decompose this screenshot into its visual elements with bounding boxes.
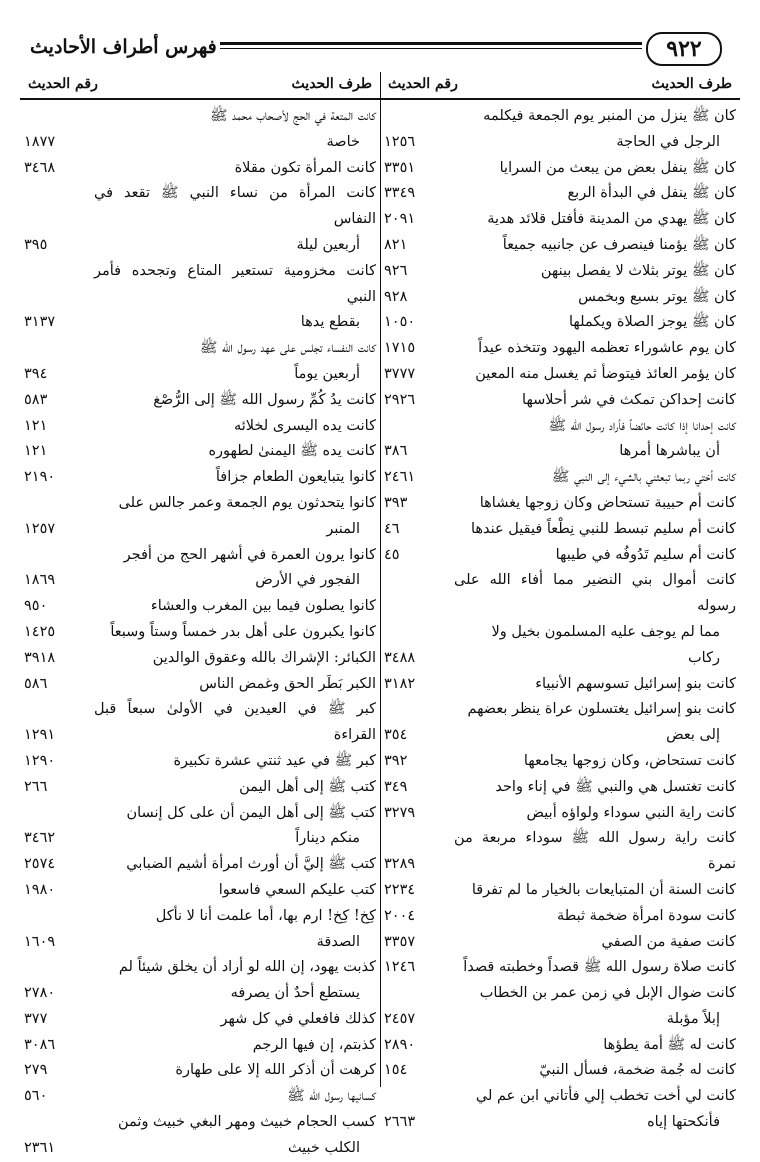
number-header: رقم الحديث [28,76,98,92]
hadith-number: ٣٣٤٩ [384,185,416,202]
hadith-number: ١٢٥٧ [24,520,56,537]
hadith-phrase: كانت له جُمة ضخمة، فسأل النبيّ [539,1062,736,1079]
index-entry [384,181,736,207]
index-entry [384,1084,736,1136]
index-entry [384,491,736,517]
hadith-phrase: كانوا يصلون فيما بين المغرب والعشاء [150,598,376,615]
index-entry [24,620,376,646]
hadith-phrase-continuation: الكلب خبيث [287,1139,360,1156]
hadith-number: ٢٢٣٤ [384,881,416,898]
hadith-phrase: كانت بنو إسرائيل يغتسلون عراة ينظر بعضهم [467,701,736,718]
hadith-phrase: كسانيها رسول الله ﷺ [287,1088,376,1105]
index-entry [24,775,376,801]
index-entry [24,465,376,491]
hadith-number: ١٢٥٦ [384,133,416,150]
hadith-number: ٣٩٣ [384,494,408,511]
index-entry [24,1033,376,1059]
hadith-phrase: كان ﷺ يوجز الصلاة ويكملها [568,314,736,331]
hadith-phrase: كانت صفية من الصفي [601,933,736,950]
hadith-number: ٣١٣٧ [24,314,56,331]
hadith-phrase: كانت راية النبي سوداء ولواؤه أبيض [526,804,736,821]
index-entry [384,930,736,956]
index-entry [24,543,376,595]
hadith-phrase: كانت لي أخت تخطب إلي فأتاني ابن عم لي [475,1088,736,1105]
hadith-phrase: كانوا يتحدثون يوم الجمعة وعمر جالس على [118,494,376,511]
index-entry [384,568,736,671]
hadith-phrase: كسب الحجام خبيث ومهر البغي خبيث وثمن [117,1114,376,1131]
hadith-phrase: كانت ضوال الإبل في زمن عمر بن الخطاب [479,985,736,1002]
index-entry [384,1033,736,1059]
hadith-number: ٣٤٨٨ [384,649,416,666]
left-column-header [24,72,376,96]
hadith-number: ٢٣٦١ [24,1139,56,1156]
index-entry [24,852,376,878]
index-entry [24,181,376,258]
hadith-phrase: كانت تغتسل هي والنبي ﷺ في إناء واحد [495,778,736,795]
index-entry [24,259,376,336]
page-header [30,32,730,68]
index-entry [384,362,736,388]
hadith-phrase: كانوا يتبايعون الطعام جزافاً [215,469,376,486]
hadith-phrase: كان ﷺ ينزل من المنبر يوم الجمعة فيكلمه [483,108,736,124]
hadith-phrase: كان يؤمر العائذ فيتوضأ ثم يغسل منه المعين [475,365,736,382]
hadith-phrase: كان يوم عاشوراء تعظمه اليهود وتتخذه عيداً [478,340,736,357]
index-entry [24,1110,376,1162]
index-entry [384,826,736,878]
index-entry [384,310,736,336]
hadith-number: ٣٥٤ [384,727,408,744]
phrase-header: طرف الحديث [291,76,372,92]
index-entry [24,1084,376,1110]
hadith-number: ٣٩٤ [24,365,48,382]
hadith-phrase: كتب ﷺ إلى أهل اليمن أن على كل إنسان [126,804,376,821]
hadith-phrase: كتب ﷺ إليَّ أن أورث امرأة أشيم الضبابي [126,856,376,873]
hadith-number: ٢١٩٠ [24,469,56,486]
hadith-number: ٢٦٦ [24,778,48,795]
hadith-phrase: كانت صلاة رسول الله ﷺ قصداً وخطبته قصداً [463,959,736,976]
hadith-phrase: كانت يده اليسرى لخلائه [233,417,376,434]
index-entry [384,207,736,233]
hadith-number: ٣٧٧٧ [384,365,416,382]
index-entry [384,955,736,981]
hadith-number: ١٢٩٠ [24,752,56,769]
page-title: فهرس أطراف الأحاديث [30,36,217,58]
index-entry [24,491,376,543]
index-entry [24,336,376,388]
hadith-number: ١٨٧٧ [24,133,56,150]
hadith-number: ٢٦٦٣ [384,1114,416,1131]
index-entry [384,904,736,930]
hadith-phrase: كان ﷺ يهدي من المدينة فأفتل قلائد هدية [487,211,736,228]
hadith-number: ٣٤٩ [384,778,408,795]
index-entry [384,878,736,904]
hadith-phrase: الكبائر: الإشراك بالله وعقوق الوالدين [152,649,376,666]
hadith-number: ٩٥٠ [24,598,48,615]
hadith-phrase: كِخ! كِخ! ارم بها، أما علمت أنا لا نأكل [155,907,376,924]
hadith-number: ١٢٤٦ [384,959,416,976]
index-entry [384,749,736,775]
hadith-phrase: كبر ﷺ في عيد ثنتي عشرة تكبيرة [173,752,376,769]
hadith-number: ٤٦ [384,520,400,537]
phrase-header: طرف الحديث [651,76,732,92]
index-entry [24,414,376,440]
hadith-number: ١٥٤ [384,1062,408,1079]
hadith-number: ١٢١ [24,443,48,460]
hadith-number: ١٦٠٩ [24,933,56,950]
hadith-phrase-continuation: المنبر [326,520,360,537]
page-number: ٩٢٢ [646,32,722,66]
hadith-phrase-continuation: الرجل في الحاجة [616,133,720,150]
index-entry [24,104,376,156]
hadith-number: ١٤٢٥ [24,623,56,640]
hadith-number: ٢٥٧٤ [24,856,56,873]
hadith-phrase: كانت أم حبيبة تستحاض وكان زوجها يغشاها [479,494,736,511]
hadith-phrase: كرهت أن أذكر الله إلا على طهارة [175,1062,376,1079]
hadith-phrase: كانت السنة أن المتبايعات بالخيار ما لم تفرقا [471,881,736,898]
hadith-phrase-continuation: أربعين يوماً [294,365,360,382]
hadith-number: ٣٤٦٨ [24,159,56,176]
index-entry [384,517,736,543]
hadith-phrase: كان ﷺ يوتر بثلاث لا يفصل بينهن [540,262,736,279]
hadith-number: ٣٢٨٩ [384,856,416,873]
index-entry [384,981,736,1033]
hadith-phrase: كانت راية رسول الله ﷺ سوداء مربعة من نمرة [454,830,736,873]
index-entry [24,749,376,775]
hadith-number: ٣٠٨٦ [24,1036,56,1053]
hadith-number: ٢٧٨٠ [24,985,56,1002]
hadith-phrase: كانت أم سليم تبسط للنبي نِطْعاً فيقيل عندها [470,520,736,537]
hadith-number: ٨٢١ [384,236,408,253]
hadith-number: ٩٢٨ [384,288,408,305]
hadith-phrase: الكبر بَطَر الحق وغمض الناس [199,675,376,692]
hadith-phrase: كانت له ﷺ أمة يطؤها [603,1036,736,1053]
hadith-number: ١٨٦٩ [24,572,56,589]
hadith-number: ٥٦٠ [24,1088,48,1105]
index-entry [24,439,376,465]
hadith-phrase-continuation: إبلاً مؤبلة [666,1010,720,1027]
hadith-phrase-continuation: الصدقة [316,933,360,950]
hadith-phrase: كانت إحدانا إذا كانت حائضاً فأراد رسول الله ﷺ [548,417,736,434]
right-column-header [384,72,736,96]
hadith-phrase: كانت المرأة من نساء النبي ﷺ تقعد في النفاس [94,185,376,228]
index-entry [384,414,736,466]
hadith-number: ١٢٩١ [24,727,56,744]
hadith-phrase: كتب ﷺ إلى أهل اليمن [239,778,376,795]
index-entry [24,697,376,749]
column-divider [380,72,381,1087]
hadith-number: ٤٥ [384,546,400,563]
hadith-number: ١٢١ [24,417,48,434]
index-entry [384,1058,736,1084]
hadith-number: ٣١٨٢ [384,675,416,692]
hadith-phrase-continuation: أربعين ليلة [296,236,360,253]
hadith-number: ٥٨٦ [24,675,48,692]
index-entry [24,1007,376,1033]
hadith-phrase-continuation: بقطع يدها [300,314,360,331]
index-entry [24,672,376,698]
hadith-phrase: كان ﷺ ينفل في البدأة الربع [567,185,736,202]
index-entry [24,801,376,853]
hadith-number: ٣٩٥ [24,236,48,253]
hadith-phrase: كانت المتعة في الحج لأصحاب محمد ﷺ [209,108,376,124]
hadith-number: ٢٧٩ [24,1062,48,1079]
hadith-phrase: كانت النفساء تجلس على عهد رسول الله ﷺ [199,340,376,357]
hadith-number: ٣٩١٨ [24,649,56,666]
index-entry [384,465,736,491]
index-entry [384,388,736,414]
hadith-phrase: كانوا يرون العمرة في أشهر الحج من أفجر [123,546,376,563]
hadith-phrase-continuation: منكم ديناراً [295,830,360,847]
hadith-phrase-continuation: أن يباشرها أمرها [619,443,720,460]
hadith-phrase: كذبتم، إن فيها الرجم [252,1036,376,1053]
hadith-number: ٣٣٥١ [384,159,416,176]
index-entry [384,104,736,156]
index-entry [384,336,736,362]
hadith-phrase: كان ﷺ يوتر بسبع وبخمس [578,288,736,305]
hadith-phrase: كان ﷺ ينفل بعض من يبعث من السرايا [499,159,736,176]
hadith-phrase-continuation: ركاب [688,649,720,666]
index-entry [384,285,736,311]
hadith-phrase: كانت بنو إسرائيل تسوسهم الأنبياء [535,675,736,692]
hadith-phrase: كانت مخزومية تستعير المتاع وتجحده فأمر النبي [94,262,376,305]
hadith-phrase: كبر ﷺ في العيدين في الأولىٰ سبعاً قبل القراءة [94,701,376,744]
index-entry [24,388,376,414]
index-entry [384,233,736,259]
hadith-phrase: كانت إحداكن تمكث في شر أحلاسها [522,391,736,408]
left-column [24,104,376,1162]
index-entry [384,156,736,182]
hadith-phrase: كذلك فافعلي في كل شهر [220,1010,376,1027]
hadith-number: ٢٤٥٧ [384,1010,416,1027]
hadith-phrase: كانت تستحاض، وكان زوجها يجامعها [523,752,736,769]
hadith-phrase-continuation: الفجور في الأرض [255,572,360,589]
index-entry [384,259,736,285]
index-entry [24,156,376,182]
hadith-number: ١٠٥٠ [384,314,416,331]
hadith-number: ٣٣٥٧ [384,933,416,950]
hadith-number: ٢٠٠٤ [384,907,416,924]
hadith-phrase-continuation: فأنكحتها إياه [647,1114,720,1131]
hadith-phrase: كتب عليكم السعي فاسعوا [218,881,376,898]
hadith-phrase-continuation: إلى بعض [666,727,720,744]
hadith-phrase: كانت يده ﷺ اليمنىٰ لطهوره [208,443,376,460]
hadith-number: ٣٤٦٢ [24,830,56,847]
hadith-phrase-continuation: خاصة [326,133,360,150]
hadith-number: ١٩٨٠ [24,881,56,898]
hadith-number: ٣٩٢ [384,752,408,769]
index-entry [384,801,736,827]
right-column [384,104,736,1136]
index-entry [384,672,736,698]
hadith-phrase: كانت أم سليم تَدُوفُه في طيبها [555,546,736,563]
hadith-phrase: كان ﷺ يؤمنا فينصرف عن جانبيه جميعاً [502,236,736,253]
index-entry [384,775,736,801]
hadith-number: ٣٨٦ [384,443,408,460]
hadith-phrase: كانت أموال بني النضير مما أفاء الله على رسوله [454,572,736,615]
hadith-phrase: كانوا يكبرون على أهل بدر خمساً وستاً وسبعاً [110,623,376,640]
index-entry [24,878,376,904]
hadith-number: ٢٨٩٠ [384,1036,416,1053]
index-entry [24,904,376,956]
hadith-number: ٣٢٧٩ [384,804,416,821]
hadith-number: ٢٩٢٦ [384,391,416,408]
hadith-number: ٢٠٩١ [384,211,416,228]
index-entry [24,1058,376,1084]
hadith-number: ٥٨٣ [24,391,48,408]
hadith-number: ٩٢٦ [384,262,408,279]
hadith-phrase: كانت المرأة تكون مقلاة [234,159,376,176]
index-entry [384,697,736,749]
index-entry [384,543,736,569]
index-entry [24,646,376,672]
hadith-number: ٢٤٦١ [384,469,416,486]
hadith-phrase: كانت أختي ربما تبعثني بالشيء إلى النبي ﷺ [551,469,736,486]
hadith-phrase: كذبت يهود، إن الله لو أراد أن يخلق شيئاً لم [118,959,376,976]
hadith-phrase: كانت يدُ كُمِّ رسول الله ﷺ إلى الرُّصْغ [153,391,376,408]
hadith-number: ٣٧٧ [24,1010,48,1027]
hadith-phrase-continuation: يستطع أحدٌ أن يصرفه [230,985,360,1002]
index-entry [24,594,376,620]
hadith-phrase: كانت سودة امرأة ضخمة ثبطة [556,907,736,924]
hadith-phrase-continuation: مما لم يوجف عليه المسلمون بخيل ولا [491,623,720,640]
header-rule [220,42,642,49]
hadith-number: ١٧١٥ [384,340,416,357]
number-header: رقم الحديث [388,76,458,92]
index-entry [24,955,376,1007]
